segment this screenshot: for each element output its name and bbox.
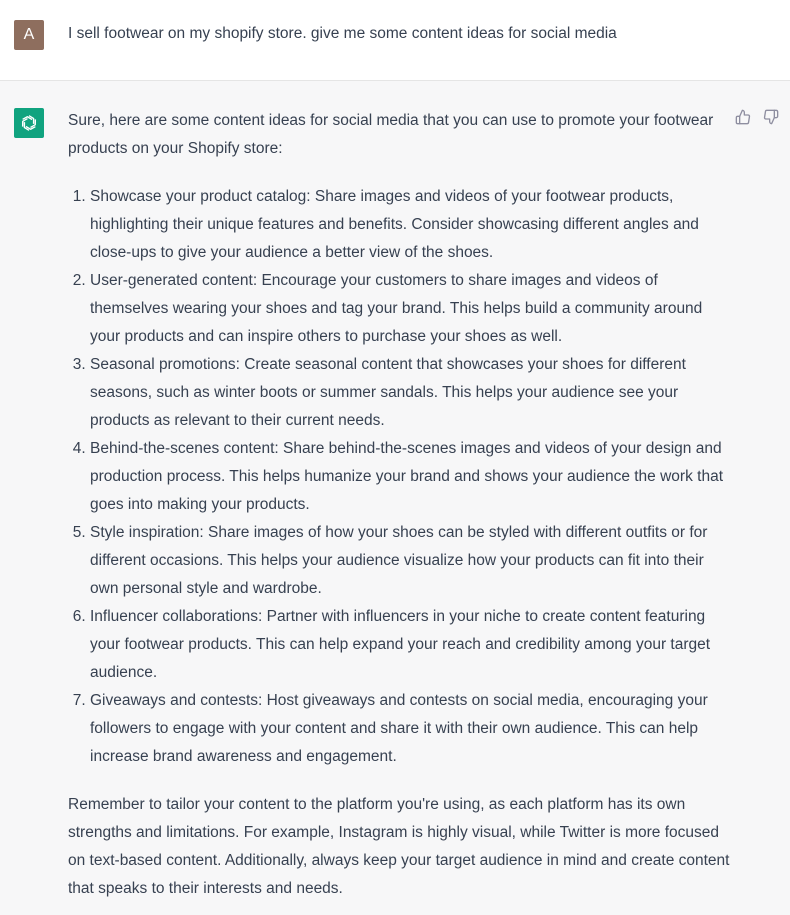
list-item: 2. User-generated content: Encourage your customers to share images and videos of themselves wearing your shoes and tag your brand. This helps build a community around your products and can inspire others to purchase your shoes as well. — [90, 267, 730, 351]
list-item: 6. Influencer collaborations: Partner with influencers in your niche to create content featuring your footwear products. This can help expand your reach and credibility among your target audience. — [90, 603, 730, 687]
assistant-message-content — [68, 107, 730, 903]
thumbs-up-button[interactable] — [734, 108, 752, 126]
assistant-closing: Remember to tailor your content to the platform you're using, as each platform has its own strengths and limitations. For example, Instagram is highly visual, while Twitter is more focused on text-based content. Additionally, always keep your target audience in mind and create content that speaks to their interests and needs. — [68, 796, 730, 897]
user-avatar — [14, 20, 44, 50]
list-item: 5. Style inspiration: Share images of how your shoes can be styled with different outfits or for different occasions. This helps your audience visualize how your products can fit into their own personal style and wardrobe. — [90, 519, 730, 603]
assistant-avatar — [14, 108, 44, 138]
thumbs-up-icon — [735, 109, 751, 125]
list-item: 3. Seasonal promotions: Create seasonal content that showcases your shoes for different seasons, such as winter boots or summer sandals. This helps your audience see your products as relevant to their current needs. — [90, 351, 730, 435]
feedback-buttons — [734, 108, 780, 126]
list-item: 7. Giveaways and contests: Host giveaways and contests on social media, encouraging your followers to engage with your content and share it with their own audience. This can help increase brand awareness and engagement. — [90, 687, 730, 771]
ideas-list — [68, 183, 730, 771]
user-message-text: I sell footwear on my shopify store. give me some content ideas for social media — [68, 25, 617, 42]
list-item: 1. Showcase your product catalog: Share images and videos of your footwear products, highlighting their unique features and benefits. Consider showcasing different angles and close-ups to give your audience a better view of the shoes. — [90, 183, 730, 267]
thumbs-down-icon — [763, 109, 779, 125]
user-avatar-letter: A — [23, 26, 35, 43]
list-item: 4. Behind-the-scenes content: Share behind-the-scenes images and videos of your design and production process. This helps humanize your brand and shows your audience the work that goes into making your products. — [90, 435, 730, 519]
assistant-intro: Sure, here are some content ideas for social media that you can use to promote your footwear products on your Shopify store: — [68, 112, 714, 157]
thumbs-down-button[interactable] — [762, 108, 780, 126]
assistant-message-row — [0, 81, 790, 915]
user-message-row — [0, 0, 790, 81]
openai-logo-icon — [18, 112, 40, 134]
